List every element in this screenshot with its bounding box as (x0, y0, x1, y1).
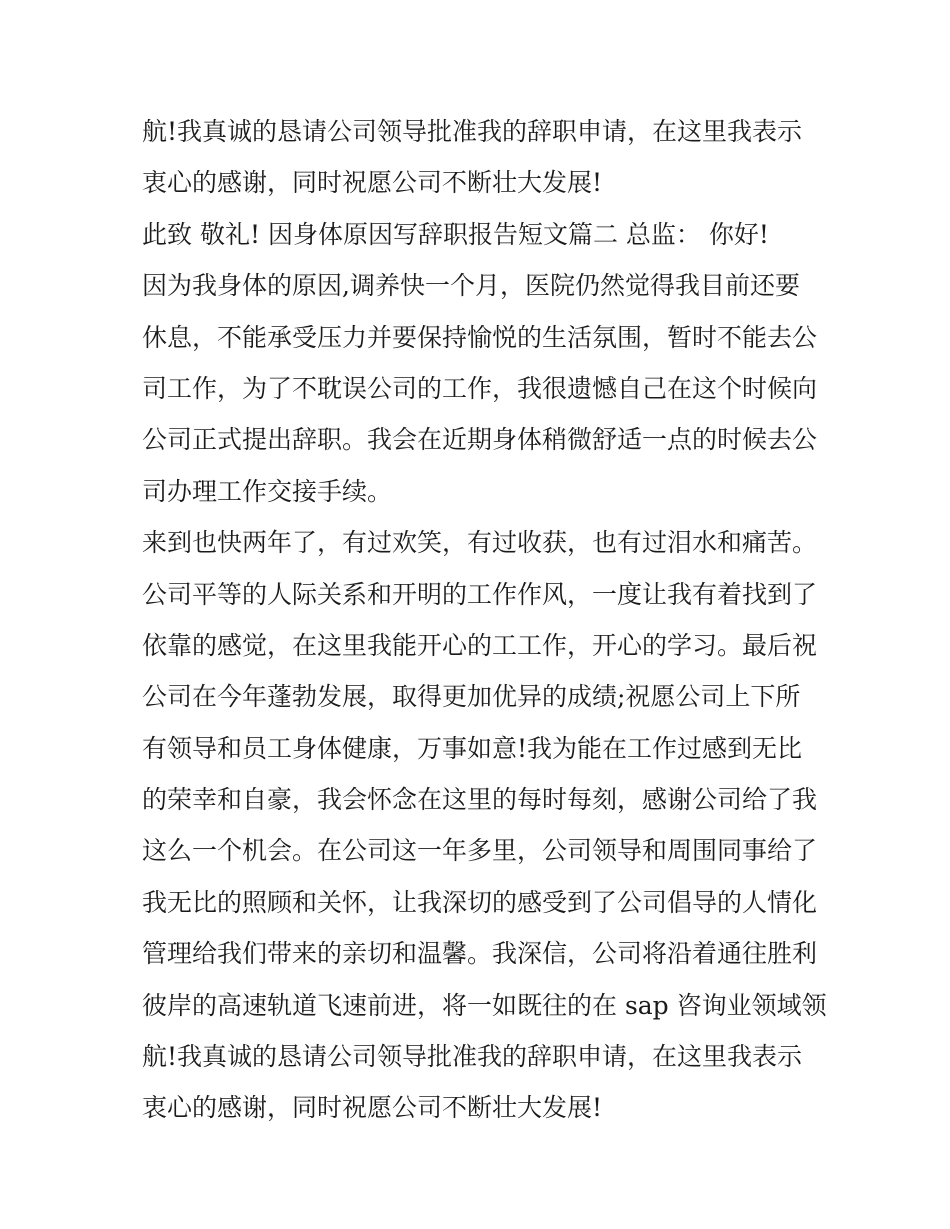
text-line-20: 衷心的感谢，同时祝愿公司不断壮大发展! (142, 1093, 603, 1123)
text-line-12: 公司在今年蓬勃发展，取得更加优异的成绩;祝愿公司上下所 (142, 682, 801, 712)
text-line-3: 此致 敬礼! 因身体原因写辞职报告短文篇二 总监： 你好! (142, 219, 769, 249)
text-line-19: 航!我真诚的恳请公司领导批准我的辞职申请，在这里我表示 (142, 1042, 803, 1072)
text-line-4: 因为我身体的原因,调养快一个月，医院仍然觉得我目前还要 (142, 271, 800, 301)
text-line-11: 依靠的感觉，在这里我能开心的工工作，开心的学习。最后祝 (142, 630, 818, 660)
text-line-10: 公司平等的人际关系和开明的工作作风，一度让我有着找到了 (142, 579, 818, 609)
text-line-6: 司工作，为了不耽误公司的工作，我很遗憾自己在这个时候向 (142, 373, 818, 403)
text-line-18: 彼岸的高速轨道飞速前进，将一如既往的在 sap 咨询业领域领 (142, 990, 827, 1020)
text-line-16: 我无比的照顾和关怀，让我深切的感受到了公司倡导的人情化 (142, 887, 818, 917)
text-line-2: 衷心的感谢，同时祝愿公司不断壮大发展! (142, 168, 603, 198)
body-text (142, 106, 827, 1134)
text-line-8: 司办理工作交接手续。 (142, 476, 393, 506)
text-line-14: 的荣幸和自豪，我会怀念在这里的每时每刻，感谢公司给了我 (142, 785, 818, 815)
text-line-7: 公司正式提出辞职。我会在近期身体稍微舒适一点的时候去公 (142, 425, 818, 455)
text-line-9: 来到也快两年了，有过欢笑，有过收获，也有过泪水和痛苦。 (142, 528, 818, 558)
text-line-15: 这么一个机会。在公司这一年多里，公司领导和周围同事给了 (142, 836, 818, 866)
text-line-13: 有领导和员工身体健康，万事如意!我为能在工作过感到无比 (142, 733, 803, 763)
text-line-17: 管理给我们带来的亲切和温馨。我深信，公司将沿着通往胜利 (142, 939, 818, 969)
text-line-1: 航!我真诚的恳请公司领导批准我的辞职申请，在这里我表示 (142, 117, 803, 146)
text-line-5: 休息，不能承受压力并要保持愉悦的生活氛围，暂时不能去公 (142, 322, 818, 352)
